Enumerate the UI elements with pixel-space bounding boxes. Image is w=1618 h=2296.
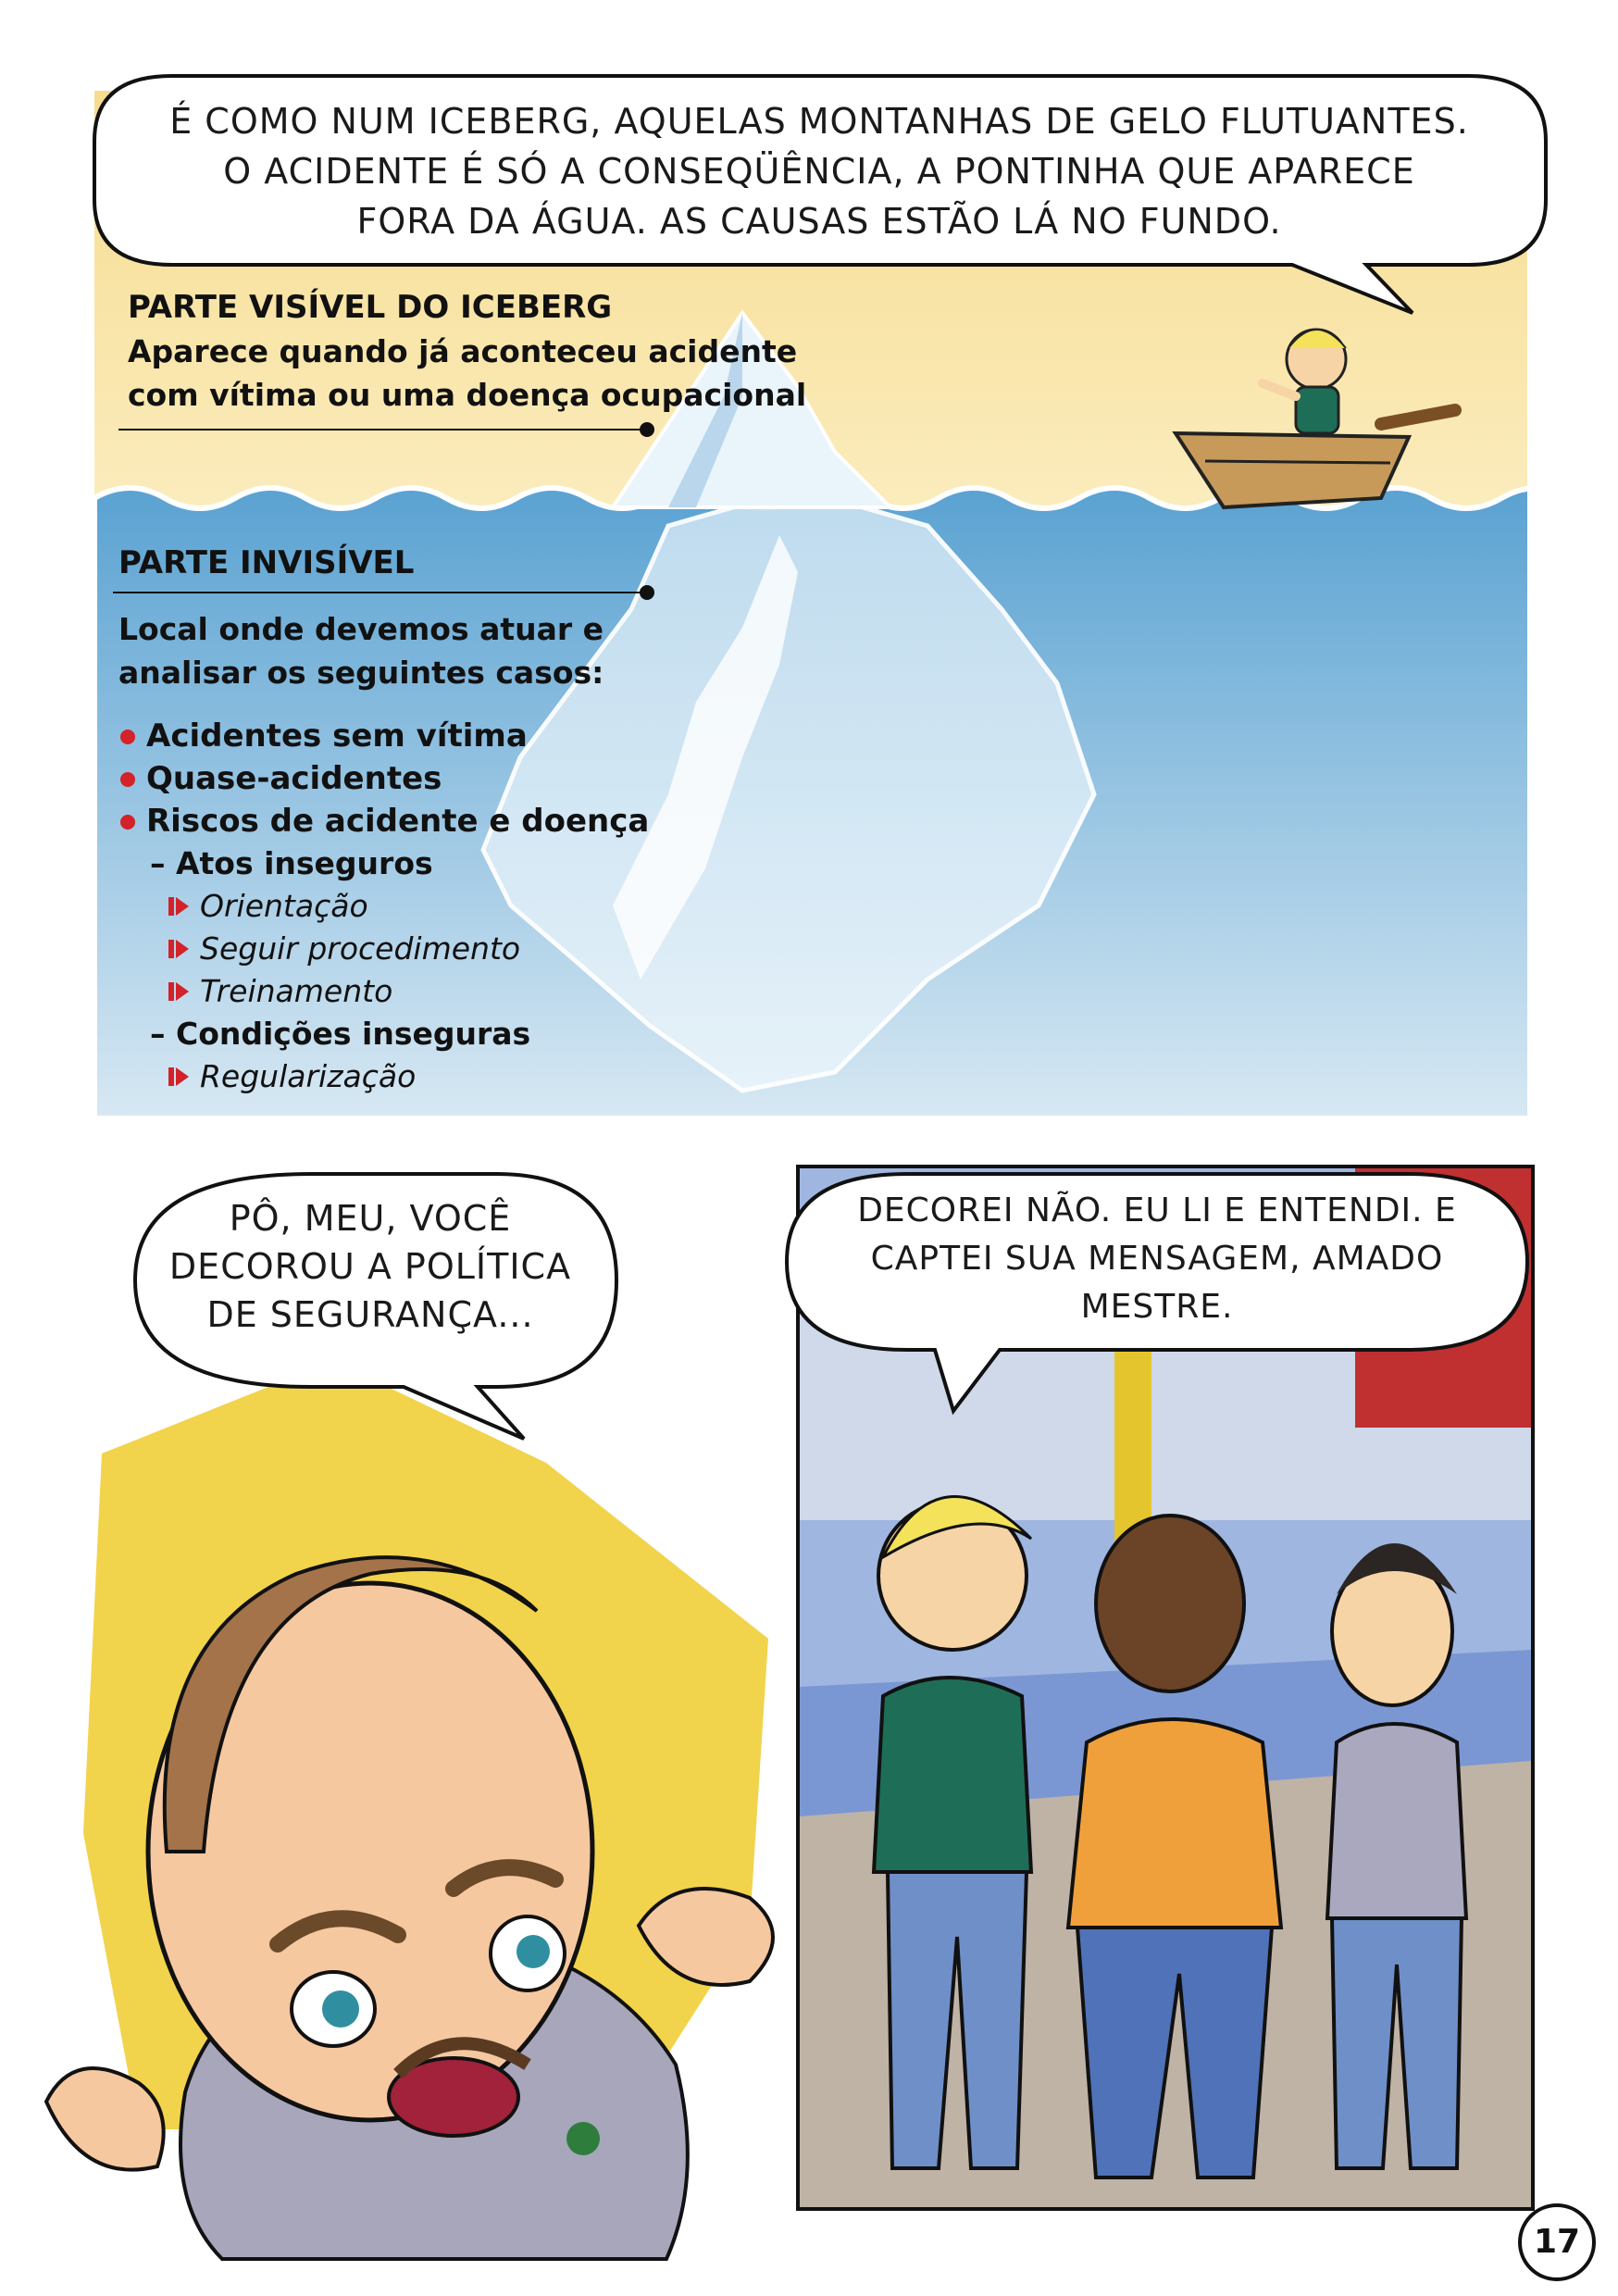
top-bubble-line-2: O ACIDENTE É SÓ A CONSEQÜÊNCIA, A PONTINHA QUE APARECE [223, 151, 1415, 192]
right-bubble-line-3: MESTRE. [1080, 1288, 1234, 1326]
bullet-icon [120, 815, 135, 830]
man-orange-shirt [1068, 1719, 1281, 1928]
invisible-pointer-line [113, 592, 646, 593]
visible-part-line-2: com vítima ou uma doença ocupacional [128, 377, 807, 413]
invisible-part-line-1: Local onde devemos atuar e [118, 611, 604, 647]
bullet-icon [120, 772, 135, 787]
invisible-part-title: PARTE INVISÍVEL [118, 544, 415, 581]
boy-green-shirt [874, 1678, 1031, 1872]
visible-part-description [128, 330, 806, 417]
woman-grey-shirt [1327, 1724, 1466, 1918]
list-item: Acidentes sem vítima [115, 715, 649, 757]
list-item: Seguir procedimento [115, 928, 649, 970]
list-item: Quase-acidentes [115, 757, 649, 800]
page-number: 17 [1518, 2203, 1596, 2281]
visible-part-title: PARTE VISÍVEL DO ICEBERG [128, 289, 613, 326]
visible-pointer-dot [640, 422, 654, 437]
bottom-right-speech-bubble [805, 1187, 1509, 1331]
left-bubble-line-3: DE SEGURANÇA... [206, 1294, 534, 1335]
unsafe-acts-label: – Atos inseguros [150, 845, 433, 881]
left-bubble-line-1: PÔ, MEU, VOCÊ [229, 1198, 512, 1239]
man-head [1096, 1516, 1244, 1691]
top-bubble-line-3: FORA DA ÁGUA. AS CAUSAS ESTÃO LÁ NO FUNDO. [356, 201, 1282, 242]
right-bubble-line-2: CAPTEI SUA MENSAGEM, AMADO [870, 1240, 1444, 1278]
bullet-icon [120, 730, 135, 744]
arrow-icon [176, 897, 189, 916]
left-bubble-line-2: DECOROU A POLÍTICA [168, 1246, 572, 1287]
cases-list [115, 715, 649, 1098]
list-item: Riscos de acidente e doença [115, 800, 649, 842]
invisible-part-description [118, 607, 604, 694]
arrow-icon [176, 982, 189, 1001]
bottom-left-panel [28, 1333, 796, 2277]
list-item: Orientação [115, 885, 649, 928]
visible-part-line-1: Aparece quando já aconteceu acidente [128, 333, 798, 369]
list-item: Regularização [115, 1055, 649, 1098]
invisible-part-line-2: analisar os seguintes casos: [118, 655, 604, 691]
invisible-pointer-dot [640, 585, 654, 600]
top-speech-bubble [120, 96, 1518, 246]
bottom-left-speech-bubble [148, 1194, 592, 1339]
arrow-icon [176, 1067, 189, 1086]
list-item: Treinamento [115, 970, 649, 1013]
top-bubble-line-1: É COMO NUM ICEBERG, AQUELAS MONTANHAS DE GELO FLUTUANTES. [169, 101, 1469, 142]
unsafe-conditions-label: – Condições inseguras [150, 1016, 531, 1052]
right-bubble-line-1: DECOREI NÃO. EU LI E ENTENDI. E [857, 1192, 1457, 1229]
visible-pointer-line [118, 429, 646, 430]
company-logo-icon [566, 2122, 600, 2155]
arrow-icon [176, 940, 189, 958]
